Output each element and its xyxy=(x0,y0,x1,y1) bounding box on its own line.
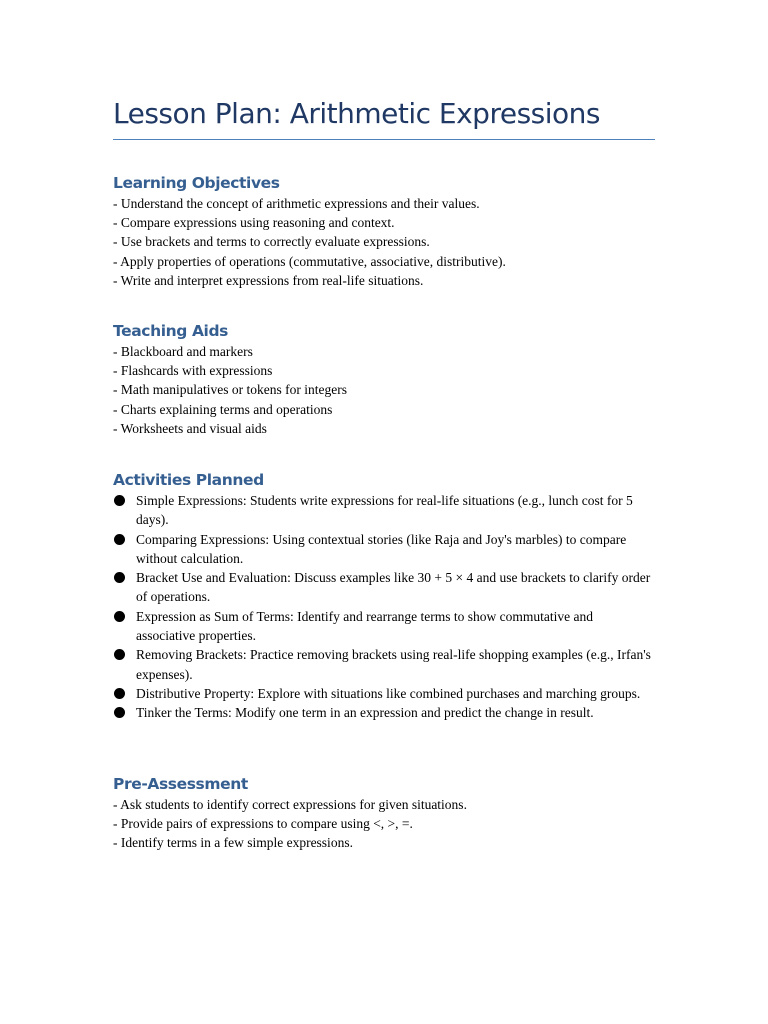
objective-line: - Use brackets and terms to correctly evaluate expressions. xyxy=(113,234,430,250)
activities-planned-heading: Activities Planned xyxy=(113,471,264,489)
activity-list-item xyxy=(113,491,655,530)
learning-objectives-heading: Learning Objectives xyxy=(113,174,280,192)
activity-text: Simple Expressions: Students write expressions for real-life situations (e.g., lunch cost for 5 days). xyxy=(136,493,633,528)
teaching-aid-line: - Charts explaining terms and operations xyxy=(113,401,333,417)
teaching-aid-line: - Flashcards with expressions xyxy=(113,363,273,379)
bullet-dot-icon xyxy=(114,572,125,583)
learning-objectives-section xyxy=(113,172,655,290)
activity-text: Expression as Sum of Terms: Identify and rearrange terms to show commutative and associative properties. xyxy=(136,608,593,644)
activity-text: Removing Brackets: Practice removing brackets using real-life shopping examples (e.g., Irfan's expenses). xyxy=(136,647,651,682)
objective-line: - Understand the concept of arithmetic expressions and their values. xyxy=(113,196,480,211)
bullet-dot-icon xyxy=(114,649,125,660)
activity-list-item xyxy=(113,568,655,607)
activity-list-item xyxy=(113,607,655,646)
teaching-aids-heading: Teaching Aids xyxy=(113,322,228,340)
pre-assessment-line: - Identify terms in a few simple expressions. xyxy=(113,835,353,851)
title-underline-rule xyxy=(113,139,655,140)
pre-assessment-line: - Provide pairs of expressions to compare using <, >, =. xyxy=(113,816,413,832)
activity-text: Tinker the Terms: Modify one term in an expression and predict the change in result. xyxy=(136,705,594,721)
pre-assessment-section xyxy=(113,773,655,853)
activities-planned-section xyxy=(113,469,655,723)
activity-text: Distributive Property: Explore with situations like combined purchases and marching groups. xyxy=(136,685,641,701)
pre-assessment-line: - Ask students to identify correct expressions for given situations. xyxy=(113,797,467,812)
activity-list-item xyxy=(113,684,655,703)
activity-list-item xyxy=(113,703,655,722)
objective-line: - Compare expressions using reasoning and context. xyxy=(113,215,395,231)
bullet-dot-icon xyxy=(114,707,125,718)
document-title: Lesson Plan: Arithmetic Expressions xyxy=(113,97,600,130)
bullet-dot-icon xyxy=(114,495,125,506)
activity-list-item xyxy=(113,645,655,684)
objective-line: - Write and interpret expressions from real-life situations. xyxy=(113,272,424,288)
bullet-dot-icon xyxy=(114,534,125,545)
activity-text: Comparing Expressions: Using contextual stories (like Raja and Joy's marbles) to compare without calculation. xyxy=(136,531,627,566)
teaching-aid-line: - Math manipulatives or tokens for integers xyxy=(113,382,347,398)
activity-text: Bracket Use and Evaluation: Discuss examples like 30 + 5 × 4 and use brackets to clarify order of operations. xyxy=(136,570,651,605)
bullet-dot-icon xyxy=(114,611,125,622)
teaching-aid-line: - Worksheets and visual aids xyxy=(113,420,267,436)
teaching-aid-line: - Blackboard and markers xyxy=(113,344,253,359)
teaching-aids-section xyxy=(113,320,655,438)
bullet-dot-icon xyxy=(114,688,125,699)
activities-bullet-list xyxy=(113,491,655,723)
activity-list-item xyxy=(113,530,655,569)
objective-line: - Apply properties of operations (commutative, associative, distributive). xyxy=(113,253,506,269)
pre-assessment-heading: Pre-Assessment xyxy=(113,775,248,793)
